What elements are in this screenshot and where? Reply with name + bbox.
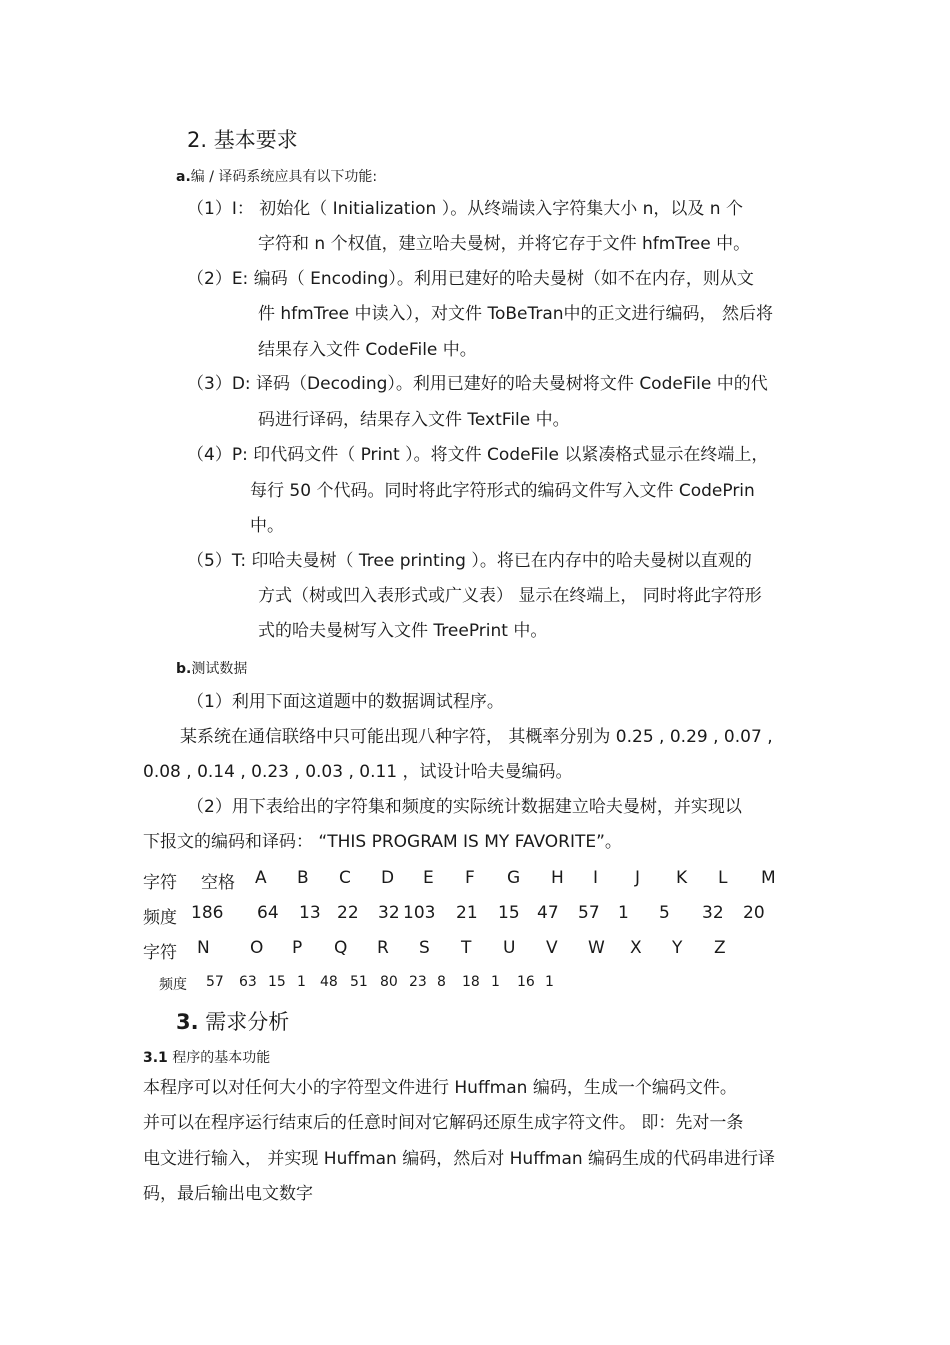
paragraph-1-line-1: 某系统在通信联络中只可能出现八种字符， 其概率分别为 0.25 , 0.29 , 0.07 , [180,727,773,747]
row-2-label: 频度 [143,908,177,928]
table-cell: N [197,938,210,958]
table-cell: I [593,868,599,888]
table-cell: H [551,868,564,888]
subheading-a-text: 编 / 译码系统应具有以下功能: [190,169,378,185]
table-cell: 16 [517,974,535,990]
subheading-b-text: 测试数据 [191,661,248,677]
item-3-line-2: 码进行译码，结果存入文件 TextFile 中。 [258,410,570,430]
table-cell: 51 [350,974,368,990]
table-cell: V [546,938,558,958]
table-cell: J [635,868,641,888]
section-3-line-4: 码，最后输出电文数字 [143,1184,313,1204]
table-cell: 1 [545,974,554,990]
row-3-label: 字符 [143,943,177,963]
table-cell: K [676,868,688,888]
item-4-line-3: 中。 [250,516,284,536]
table-cell: O [250,938,264,958]
table-cell: 57 [206,974,224,990]
item-4-line-1: （4）P: 印代码文件（ Print ）。将文件 CodeFile 以紧凑格式显示在终端上， [187,445,769,465]
table-cell: 32 [378,903,400,923]
subheading-3-1 [143,1047,270,1067]
table-cell: C [339,868,351,888]
table-cell: F [465,868,475,888]
subheading-a-prefix: a. [176,169,191,185]
test-1: （1）利用下面这道题中的数据调试程序。 [187,692,504,712]
paragraph-1-line-2: 0.08 , 0.14 , 0.23 , 0.03 , 0.11 ，试设计哈夫曼编码。 [143,762,573,782]
table-cell: G [507,868,521,888]
row-4-label: 频度 [159,977,187,993]
row-1-label: 字符 [143,873,177,893]
table-cell: T [461,938,472,958]
table-cell: X [630,938,642,958]
table-cell: 32 [702,903,724,923]
section-3-line-1: 本程序可以对任何大小的字符型文件进行 Huffman 编码，生成一个编码文件。 [143,1078,737,1098]
subheading-b-prefix: b. [176,661,192,677]
table-cell: Z [714,938,726,958]
table-cell: 空格 [201,873,235,893]
item-2-line-2: 件 hfmTree 中读入），对文件 ToBeTran中的正文进行编码， 然后将 [258,304,773,324]
table-cell: D [381,868,395,888]
subheading-3-1-text: 程序的基本功能 [172,1050,271,1066]
table-cell: 103 [403,903,436,923]
table-cell: W [588,938,605,958]
section-3-heading-num: 3. [176,1010,199,1034]
section-3-heading [176,1006,289,1036]
table-cell: 64 [257,903,279,923]
section-2-heading: 2. 基本要求 [187,128,298,152]
table-cell: 15 [498,903,520,923]
table-cell: 1 [618,903,629,923]
table-cell: 1 [297,974,306,990]
test-2-line-2: 下报文的编码和译码： “THIS PROGRAM IS MY FAVORITE”。 [143,832,622,852]
item-2-line-3: 结果存入文件 CodeFile 中。 [258,340,477,360]
table-cell: Y [672,938,683,958]
section-3-line-2: 并可以在程序运行结束后的任意时间对它解码还原生成字符文件。 即：先对一条 [143,1113,744,1133]
table-cell: Q [334,938,348,958]
table-cell: 48 [320,974,338,990]
table-cell: 80 [380,974,398,990]
table-cell: 1 [491,974,500,990]
table-cell: A [255,868,267,888]
item-5-line-1: （5）T: 印哈夫曼树（ Tree printing ）。将已在内存中的哈夫曼树以直观的 [187,551,752,571]
table-cell: M [761,868,776,888]
test-2-line-1: （2）用下表给出的字符集和频度的实际统计数据建立哈夫曼树，并实现以 [187,797,742,817]
table-cell: 47 [537,903,559,923]
table-cell: 15 [268,974,286,990]
item-4-line-2: 每行 50 个代码。同时将此字符形式的编码文件写入文件 CodePrin [250,481,755,501]
table-cell: S [419,938,430,958]
table-cell: 57 [578,903,600,923]
item-2-line-1: （2）E: 编码（ Encoding）。利用已建好的哈夫曼树（如不在内存，则从文 [187,269,754,289]
table-cell: 5 [659,903,670,923]
table-cell: U [503,938,516,958]
table-cell: R [377,938,389,958]
item-5-line-3: 式的哈夫曼树写入文件 TreePrint 中。 [258,621,548,641]
table-cell: 8 [437,974,446,990]
table-cell: 22 [337,903,359,923]
item-1-line-2: 字符和 n 个权值，建立哈夫曼树，并将它存于文件 hfmTree 中。 [258,234,751,254]
table-cell: 18 [462,974,480,990]
table-cell: B [297,868,309,888]
table-cell: L [718,868,728,888]
table-cell: 63 [239,974,257,990]
table-cell: E [423,868,434,888]
subheading-b [176,658,247,678]
table-cell: P [292,938,303,958]
subheading-3-1-num: 3.1 [143,1050,168,1066]
item-5-line-2: 方式（树或凹入表形式或广义表） 显示在终端上， 同时将此字符形 [258,586,762,606]
table-cell: 20 [743,903,765,923]
item-1-line-1: （1）I： 初始化（ Initialization ）。从终端读入字符集大小 n，以及 n 个 [187,199,743,219]
table-cell: 23 [409,974,427,990]
section-3-heading-text: 需求分析 [205,1010,290,1034]
table-cell: 186 [191,903,224,923]
subheading-a [176,166,377,186]
item-3-line-1: （3）D: 译码（Decoding）。利用已建好的哈夫曼树将文件 CodeFile 中的代 [187,374,768,394]
section-3-line-3: 电文进行输入， 并实现 Huffman 编码，然后对 Huffman 编码生成的代码串进行译 [143,1149,776,1169]
table-cell: 21 [456,903,478,923]
table-cell: 13 [299,903,321,923]
